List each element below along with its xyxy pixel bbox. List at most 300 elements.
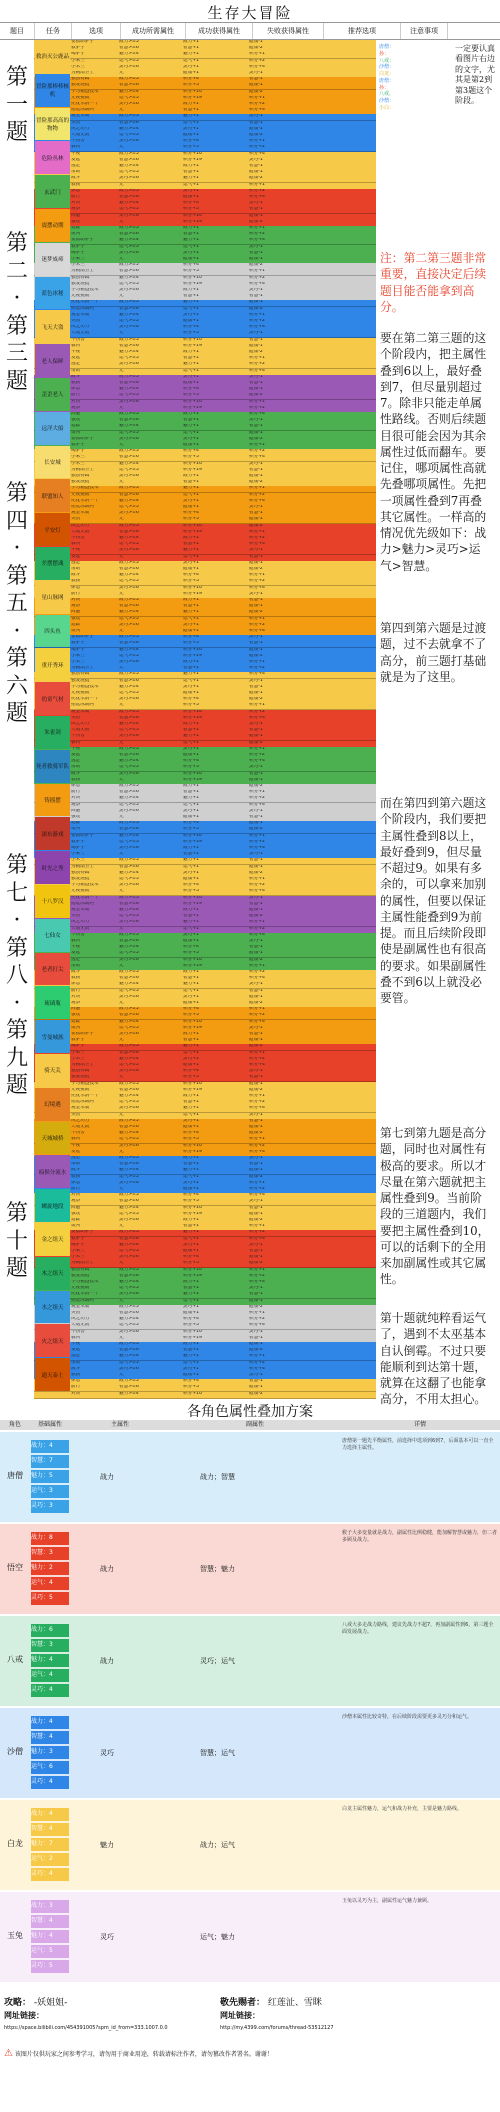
base-stat: 智慧：4 (31, 1731, 69, 1744)
option-cell: 谈判 (71, 629, 81, 633)
event-label: 琉璃瓶 (35, 986, 70, 1019)
gain-cell: 积分+5 (183, 331, 199, 336)
fail-cell: 健康-1 (249, 257, 263, 261)
option-cell: 为精品卫士 (71, 1063, 94, 1067)
gain-cell: 战力+1 (183, 536, 199, 540)
gain-cell: 魅力+1 (183, 52, 199, 57)
event-label: 飞天大盗 (35, 310, 70, 343)
gain-cell: 运气+1 (183, 1298, 199, 1303)
fail-cell: 积分+4 (249, 368, 265, 373)
gain-cell: 积分+5 (183, 145, 199, 150)
req-cell: 无 (119, 443, 124, 447)
fail-cell: 健康-2 (249, 263, 263, 268)
option-cell: 追踪 (71, 622, 81, 627)
gain-cell: 积分+5 (183, 1075, 199, 1080)
req-cell: 魅力>=4 (119, 1205, 139, 1210)
req-cell: 灵巧>=6 (119, 102, 139, 106)
gain-cell: 战力+1 (183, 598, 199, 602)
option-cell: 观金术骑 (71, 312, 90, 317)
gain-cell: 魅力+1 (183, 734, 199, 739)
req-cell: 灵巧>=6 (119, 436, 139, 441)
option-cell: 发起 (71, 554, 81, 559)
tip-text: 第十题就纯粹看运气了，遇到不太巫基本自认倒霉。不过只要能顺利到达第十题，就算在这翻了也能拿高分，不用太担心。 (380, 1310, 492, 1408)
fail-cell: 积分+2 (249, 1360, 265, 1365)
gain-cell: 积分+10 (183, 523, 202, 528)
req-cell: 灵巧>=6 (119, 660, 139, 664)
chapter-label: 第 十 题 (0, 1160, 34, 1360)
req-cell: 无 (119, 1298, 124, 1303)
gain-cell: 灵巧+1 (183, 684, 199, 689)
fail-cell: 积分+1 (249, 616, 265, 621)
option-cell: 强攻 (71, 815, 81, 819)
char-detail: 猴子大多变量就是战力，副属性比例稳健，能加解智慧或魅力，但二者多顾及战力。 (342, 1530, 498, 1543)
event-label: 震摆动期 (35, 209, 70, 242)
fail-cell: 健康-2 (249, 653, 263, 658)
option-cell: 发起 (71, 356, 81, 361)
fail-cell: 积分+2 (249, 1100, 265, 1105)
req-cell: 智慧>=6 (119, 1162, 139, 1167)
fail-cell: 积分+1 (249, 443, 265, 447)
option-cell: 观察 (71, 1001, 81, 1005)
req-cell: 魅力>=4 (119, 945, 139, 950)
gain-cell: 魅力+1 (183, 920, 199, 925)
req-cell: 灵巧>=6 (119, 697, 139, 702)
chapter-label: 第 七 · 第 八 · 第 九 题 (0, 840, 34, 1152)
option-cell: 观金术骑 (71, 709, 90, 714)
req-cell: 无 (119, 1187, 124, 1191)
option-cell: 观察 (71, 207, 81, 212)
req-cell: 无 (119, 1224, 124, 1229)
gain-cell: 积分+5 (183, 1013, 199, 1018)
req-cell: 运气>=5 (119, 356, 139, 361)
gain-cell: 智慧+1 (183, 914, 199, 919)
character-row (0, 1432, 500, 1522)
fail-cell: 积分+2 (249, 405, 265, 410)
req-cell: 战力>=5 (119, 412, 139, 416)
option-cell: 强攻 (71, 418, 81, 423)
req-cell: 运气>=5 (119, 244, 139, 249)
gain-cell: 积分+4 (183, 325, 199, 330)
fail-cell: 智慧-1 (249, 598, 263, 602)
fail-cell: 积分+1 (249, 182, 265, 187)
fail-cell: 健康-2 (249, 350, 263, 354)
option-cell: 风之功力 (71, 1118, 90, 1123)
req-cell: 智慧>=6 (119, 753, 139, 757)
option-cell: 观金术骑 (71, 1304, 90, 1309)
req-cell: 智慧>=6 (119, 418, 139, 423)
option-cell: 躲闪 (71, 343, 81, 348)
option-cell: 风之功力 (71, 920, 90, 925)
gain-cell: 智慧+1 (183, 1348, 199, 1353)
req-cell: 智慧>=6 (119, 641, 139, 646)
gain-cell: 积分+19 (183, 1149, 202, 1154)
gain-cell: 运气+1 (183, 1360, 199, 1365)
fail-cell: 健康-2 (249, 740, 263, 745)
fail-cell: 灵巧-1 (249, 374, 263, 379)
option-cell: 要救助驴子 (71, 635, 94, 640)
fail-cell: 积分+1 (249, 226, 265, 230)
fail-cell: 灵巧-1 (249, 635, 263, 640)
option-cell: 追踪 (71, 1218, 81, 1222)
option-cell: 帮助 (71, 368, 81, 373)
req-cell: 运气>=5 (119, 691, 139, 695)
fail-cell: 灵巧-1 (249, 1199, 263, 1204)
option-cell: 发起 (71, 753, 81, 757)
req-cell: 运气>=5 (119, 430, 139, 435)
gain-cell: 积分+5 (183, 1385, 199, 1390)
gain-cell: 积分+5 (183, 889, 199, 894)
req-cell: 灵巧>=6 (119, 994, 139, 999)
fail-cell: 健康-2 (249, 46, 263, 51)
base-stat: 魅力：2 (31, 1562, 69, 1575)
option-cell: 躲闪 (71, 939, 81, 943)
gain-cell: 积分+19 (183, 901, 202, 906)
fail-cell: 积分+4 (249, 1193, 265, 1198)
req-cell: 灵巧>=6 (119, 1180, 139, 1185)
req-cell: 智慧>=6 (119, 1311, 139, 1315)
option-cell: 对决 (71, 201, 81, 206)
base-stat: 智慧：3 (31, 1547, 69, 1560)
base-stat: 魅力：5 (31, 1470, 69, 1483)
option-cell: 平视 (71, 1143, 81, 1148)
fail-cell: 积分+4 (249, 672, 265, 677)
event-label: 星山脉网 (35, 581, 70, 614)
req-cell: 战力>=5 (119, 1081, 139, 1086)
gain-cell: 灵巧+1 (183, 1180, 199, 1185)
req-cell: 智慧>=6 (119, 1273, 139, 1278)
option-cell: 为精品卫士 (71, 864, 94, 869)
base-stat: 智慧：3 (31, 1639, 69, 1652)
fail-cell: 灵巧-1 (249, 548, 263, 553)
req-cell: 运气>=5 (119, 1249, 139, 1253)
option-cell: 救援 (71, 777, 81, 782)
tip-text: 第四到第六题是过渡题，过不去就拿不了高分，前三题打基础就是为了这里。 (380, 620, 492, 685)
gain-cell: 运气+1 (183, 492, 199, 497)
gain-cell: 积分+4 (183, 1255, 199, 1260)
gain-cell: 智慧+1 (183, 1286, 199, 1291)
option-cell: 托抚水滑一个 (71, 498, 99, 503)
gain-cell: 灵巧+1 (183, 808, 199, 813)
req-cell: 战力>=5 (119, 1342, 139, 1346)
req-cell: 战力>=5 (119, 672, 139, 677)
gain-cell: 健康+1 (183, 691, 199, 695)
gain-cell: 积分+4 (183, 821, 199, 826)
gain-cell: 积分+19 (183, 405, 202, 410)
option-cell: 拍选冰期阿 (71, 108, 94, 113)
fail-cell: 积分+2 (249, 449, 265, 454)
gain-cell: 积分+4 (183, 697, 199, 702)
author-label: 攻略： (4, 1998, 32, 2008)
gain-cell: 健康+1 (183, 877, 199, 881)
fail-cell: 积分+1 (249, 1180, 265, 1185)
req-cell: 魅力>=4 (119, 1131, 139, 1136)
req-cell: 智慧>=6 (119, 1125, 139, 1129)
option-cell: 天地无敌 (71, 926, 90, 931)
req-cell: 战力>=5 (119, 449, 139, 454)
fail-cell: 积分+1 (249, 399, 265, 404)
req-cell: 智慧>=6 (119, 157, 139, 162)
fail-cell: 灵巧-1 (249, 288, 263, 292)
fail-cell: 灵巧-1 (249, 895, 263, 900)
option-cell: 无视挑战 (71, 1286, 90, 1291)
gain-cell: 积分+19 (183, 281, 202, 286)
fail-cell: 积分+2 (249, 1187, 265, 1191)
fail-cell: 积分+2 (249, 622, 265, 627)
main-stat: 战力 (100, 1657, 114, 1665)
option-cell: 对决 (71, 598, 81, 602)
option-cell: 拍选冰期阿 (71, 505, 94, 509)
req-cell: 战力>=5 (119, 932, 139, 937)
req-cell: 战力>=5 (119, 598, 139, 602)
gain-cell: 积分+19 (183, 1335, 202, 1340)
gain-cell: 积分+10 (183, 337, 202, 342)
fail-cell: 智慧-1 (249, 1205, 263, 1210)
option-cell: 喝驴子 (71, 1242, 85, 1247)
base-stat: 运气：2 (31, 1853, 69, 1866)
fail-cell: 健康-2 (249, 1044, 263, 1049)
event-label: 四头鱼 (35, 615, 70, 648)
gain-cell: 运气+1 (183, 120, 199, 125)
option-cell: 突击 (71, 715, 81, 720)
option-cell: 回避 (71, 1205, 81, 1210)
gain-cell: 魅力+1 (183, 796, 199, 801)
fail-cell: 健康-2 (249, 436, 263, 441)
option-cell: 拍选冰期阿 (71, 703, 94, 708)
gain-cell: 积分+4 (183, 1317, 199, 1322)
req-cell: 无 (119, 257, 124, 261)
gain-cell: 战力+1 (183, 1094, 199, 1098)
gain-cell: 战力+1 (183, 1280, 199, 1284)
base-stat: 魅力：4 (31, 1654, 69, 1667)
option-cell: 逃走 (71, 759, 81, 764)
option-cell: 学习精益技术 (71, 288, 99, 292)
fail-cell: 灵巧-1 (249, 157, 263, 162)
char-name: 玉兔 (7, 1931, 23, 1940)
fail-cell: 积分+4 (249, 151, 265, 156)
option-cell: 休息 (71, 585, 81, 590)
event-label: 痕损分流水 (35, 1155, 70, 1188)
req-cell: 灵巧>=6 (119, 883, 139, 888)
option-cell: 喝驴子 (71, 846, 85, 850)
fail-cell: 健康-1 (249, 517, 263, 522)
base-stat: 智慧：7 (31, 1455, 69, 1468)
fail-cell: 灵巧-1 (249, 678, 263, 683)
req-cell: 魅力>=4 (119, 610, 139, 615)
gain-cell: 战力+1 (183, 846, 199, 850)
req-cell: 魅力>=4 (119, 201, 139, 206)
option-cell: 谈判 (71, 430, 81, 435)
gain-cell: 积分+4 (183, 511, 199, 516)
sub-stat: 智慧；魅力 (200, 1565, 235, 1573)
req-cell: 运气>=5 (119, 393, 139, 398)
gain-cell: 智慧+1 (183, 1224, 199, 1229)
fail-cell: 健康-1 (249, 1211, 263, 1216)
fail-cell: 智慧-1 (249, 1075, 263, 1080)
footer-right-link (220, 2010, 496, 2021)
gain-cell: 运气+1 (183, 678, 199, 683)
fail-cell: 智慧-1 (249, 554, 263, 559)
req-cell: 运气>=5 (119, 877, 139, 881)
gain-cell: 积分+5 (183, 951, 199, 956)
option-cell: 逃走 (71, 362, 81, 367)
req-cell: 运气>=5 (119, 839, 139, 844)
fail-cell: 积分+1 (249, 269, 265, 274)
req-cell: 灵巧>=6 (119, 139, 139, 144)
event-label: 联盟知人 (35, 479, 70, 512)
char-detail: 白龙主属性魅力，运气和战力补充，主要是魅力路线。 (342, 1806, 463, 1812)
fail-cell: 智慧-1 (249, 424, 263, 429)
option-cell: 喝驴子 (71, 250, 85, 255)
gain-cell: 运气+1 (183, 554, 199, 559)
gain-cell: 积分+4 (183, 1069, 199, 1074)
gain-cell: 运气+1 (183, 1050, 199, 1055)
req-cell: 灵巧>=6 (119, 511, 139, 516)
fail-cell: 积分+4 (249, 889, 265, 894)
gain-cell: 积分+4 (183, 139, 199, 144)
option-cell: 天地无敌 (71, 529, 90, 534)
gain-cell: 战力+1 (183, 908, 199, 912)
fail-cell: 健康-1 (249, 647, 263, 652)
gain-cell: 积分+19 (183, 1025, 202, 1030)
gain-cell: 积分+4 (183, 945, 199, 950)
left-url[interactable]: https://space.bilibili.com/454391005?spm_id_from=333.1007.0.0 (4, 2025, 168, 2031)
gain-cell: 魅力+1 (183, 486, 199, 491)
fail-cell: 智慧-1 (249, 207, 263, 212)
fail-cell: 健康-1 (249, 1298, 263, 1303)
req-cell: 运气>=5 (119, 579, 139, 584)
req-cell: 灵巧>=6 (119, 808, 139, 813)
gain-cell: 战力+1 (183, 970, 199, 974)
gain-cell: 战力+1 (183, 102, 199, 106)
gain-cell: 魅力+1 (183, 610, 199, 615)
option-cell: 小米兰 (71, 660, 85, 664)
option-cell: 观金术骑 (71, 908, 90, 912)
gain-cell: 积分+5 (183, 1323, 199, 1328)
option-cell: 突击 (71, 319, 81, 323)
fail-cell: 健康-2 (249, 306, 263, 311)
base-stat: 战力：3 (31, 1900, 69, 1913)
gain-cell: 积分+10 (183, 1205, 202, 1210)
option-cell: 学习精益技术 (71, 684, 99, 689)
req-cell: 灵巧>=6 (119, 1032, 139, 1036)
header-cell: 副属性 (245, 1421, 264, 1428)
fail-cell: 灵巧-1 (249, 461, 263, 466)
event-label: 水之组天 (35, 1291, 70, 1324)
req-cell: 魅力>=4 (119, 1056, 139, 1061)
gain-cell: 魅力+1 (183, 858, 199, 863)
fail-cell: 积分+1 (249, 312, 265, 317)
event-label: 七仙女 (35, 919, 70, 952)
option-cell: 回避 (71, 412, 81, 416)
req-cell: 灵巧>=6 (119, 1069, 139, 1074)
req-cell: 运气>=5 (119, 281, 139, 286)
req-cell: 魅力>=4 (119, 461, 139, 466)
gain-cell: 健康+1 (183, 1249, 199, 1253)
option-cell: 回避 (71, 808, 81, 813)
option-cell: 小朱兰 (71, 58, 85, 63)
req-cell: 运气>=5 (119, 505, 139, 509)
fail-cell: 积分+1 (249, 963, 265, 968)
fail-cell: 积分+1 (249, 1050, 265, 1055)
req-cell: 灵巧>=6 (119, 734, 139, 739)
gain-cell: 健康+1 (183, 71, 199, 75)
option-cell: 托抚水滑一个 (71, 697, 99, 702)
req-cell: 无 (119, 1001, 124, 1005)
character-row (0, 1892, 500, 1982)
sub-stat: 战力；智慧 (200, 1473, 235, 1481)
option-cell: 观察 (71, 1199, 81, 1204)
right-url[interactable]: http://my.4399.com/forums/thread-53512127 (220, 2025, 334, 2031)
req-cell: 灵巧>=6 (119, 1255, 139, 1260)
link-label: 网址链接： (220, 2011, 260, 2020)
fail-cell: 灵巧-1 (249, 1329, 263, 1334)
fail-cell: 积分+1 (249, 746, 265, 751)
fail-cell: 智慧-1 (249, 728, 263, 733)
gain-cell: 灵巧+1 (183, 932, 199, 937)
fail-cell: 积分+2 (249, 275, 265, 280)
option-cell: 学习精益技术 (71, 486, 99, 491)
gain-cell: 健康+1 (183, 1311, 199, 1315)
req-cell: 战力>=5 (119, 821, 139, 826)
option-cell: 前行 (71, 1187, 81, 1191)
option-cell: 救援 (71, 381, 81, 385)
gain-cell: 积分+10 (183, 647, 202, 652)
req-cell: 战力>=5 (119, 151, 139, 156)
gain-cell: 运气+1 (183, 1174, 199, 1179)
fail-cell: 积分+4 (249, 455, 265, 460)
option-cell: 帮助 (71, 567, 81, 571)
option-cell: 无视挑战 (71, 1087, 90, 1092)
base-stat: 智慧：4 (31, 1823, 69, 1836)
gain-cell: 积分+4 (183, 263, 199, 268)
gain-cell: 积分+10 (183, 1267, 202, 1272)
gain-cell: 积分+4 (183, 759, 199, 764)
fail-cell: 健康-2 (249, 1218, 263, 1222)
base-stat: 灵巧：3 (31, 1500, 69, 1513)
option-cell: 救驴子 (71, 1236, 85, 1241)
req-cell: 运气>=5 (119, 1211, 139, 1216)
option-cell: 为精品卫士 (71, 1261, 94, 1266)
fail-cell: 智慧-1 (249, 945, 263, 950)
character-row (0, 1616, 500, 1706)
gain-cell: 魅力+1 (183, 672, 199, 677)
gain-cell: 积分+5 (183, 455, 199, 460)
option-cell: 平视 (71, 151, 81, 156)
gain-cell: 战力+1 (183, 40, 199, 44)
event-label: 歪歪老人 (35, 378, 70, 411)
fail-cell: 健康-2 (249, 393, 263, 398)
option-cell: 独发展挺 (71, 480, 90, 485)
option-cell: 不伤害 (71, 1131, 85, 1136)
option-cell: 观金术骑 (71, 114, 90, 119)
req-cell: 运气>=5 (119, 1100, 139, 1105)
req-cell: 灵巧>=6 (119, 1106, 139, 1111)
warning-icon: ⚠ (4, 2048, 13, 2059)
gain-cell: 智慧+1 (183, 480, 199, 485)
fail-cell: 健康-1 (249, 560, 263, 565)
gain-cell: 健康+1 (183, 1001, 199, 1005)
option-cell: 喝驴子 (71, 449, 85, 454)
fail-cell: 积分+1 (249, 1311, 265, 1315)
req-cell: 智慧>=6 (119, 678, 139, 683)
fail-cell: 积分+1 (249, 833, 265, 838)
req-cell: 灵巧>=6 (119, 288, 139, 292)
option-cell: 独发展挺 (71, 83, 90, 88)
fail-cell: 积分+1 (249, 356, 265, 361)
fail-cell: 灵巧-1 (249, 982, 263, 987)
char-name: 唐僧 (7, 1471, 23, 1480)
gain-cell: 魅力+1 (183, 548, 199, 553)
